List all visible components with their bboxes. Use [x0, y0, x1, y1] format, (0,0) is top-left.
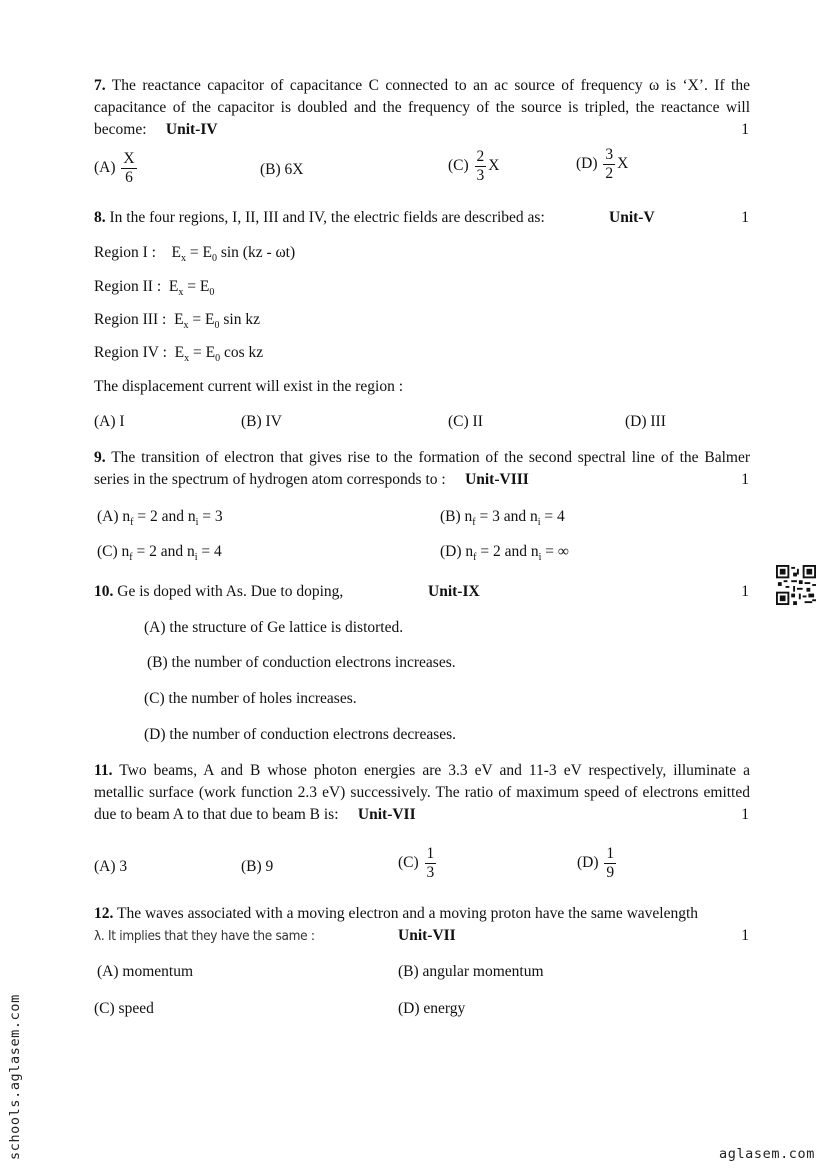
question-text: Two beams, A and B whose photon energies are 3.3 eV and 11-3 eV respectively, illuminate a metallic surface (work function 2.3 eV) successively. The ratio of maximum speed of electrons emitted due to beam A to that due to beam B is:	[94, 762, 750, 823]
fraction: $\frac{1}{9}$	[606, 845, 615, 881]
question-8	[94, 207, 545, 229]
question-number: 7.	[94, 77, 106, 94]
option-d: (D) $n_f = 2$ and $n_i$ = ∞	[440, 543, 569, 564]
fraction: $\frac{3}{2}$	[605, 146, 614, 182]
option-d: (D) $\frac{1}{9}$	[577, 845, 615, 881]
unit-label: Unit-IX	[428, 583, 480, 600]
option-c: (C) the number of holes increases.	[144, 690, 357, 707]
question-7	[94, 75, 750, 141]
region-1: Region I : $E_x = E_0$ sin (kz - ωt)	[94, 244, 296, 265]
option-c: (C) II	[448, 413, 483, 430]
option-b: (B) $n_f = 3$ and $n_i = 4$	[440, 508, 565, 529]
marks: 1	[741, 121, 749, 138]
option-d: (D) energy	[398, 1000, 466, 1017]
option-a: (A) 3	[94, 858, 128, 875]
option-a: (A) $n_f = 2$ and $n_i = 3$	[97, 508, 223, 529]
fraction: $\frac{2}{3}$	[476, 148, 485, 184]
question-text: The transition of electron that gives rise to the formation of the second spectral line of the Balmer series in the spectrum of hydrogen atom corresponds to :	[94, 449, 750, 488]
option-b: (B) 9	[241, 858, 274, 875]
question-number: 8.	[94, 209, 106, 226]
unit-label: Unit-V	[609, 209, 655, 226]
question-10	[94, 581, 343, 603]
option-d: (D) III	[625, 413, 666, 430]
footer-watermark: aglasem.com	[718, 1146, 815, 1162]
question-prompt: The displacement current will exist in the region :	[94, 378, 404, 395]
question-text: The reactance capacitor of capacitance C connected to an ac source of frequency ω is ‘X’. If the capacitance of the capacitor is doubled and the frequency of the source is tripled, the reactance will become:	[94, 77, 750, 138]
fraction: $\frac{1}{3}$	[426, 845, 435, 881]
marks: 1	[741, 806, 749, 823]
option-a: (A) momentum	[97, 963, 193, 980]
option-a: (A) the structure of Ge lattice is distorted.	[144, 619, 404, 636]
option-c: (C) speed	[94, 1000, 154, 1017]
region-4: Region IV : $E_x = E_0$ cos kz	[94, 344, 264, 365]
option-b: (B) IV	[241, 413, 282, 430]
marks: 1	[741, 927, 749, 944]
option-c: (C) $\frac{1}{3}$	[398, 845, 435, 881]
option-c: (C) $n_f = 2$ and $n_i = 4$	[97, 543, 222, 564]
unit-label: Unit-VII	[357, 806, 416, 823]
question-11	[94, 760, 750, 826]
unit-label: Unit-VII	[398, 927, 456, 944]
question-number: 12.	[94, 905, 114, 922]
option-d: (D) $\frac{3}{2}$ X	[576, 146, 629, 182]
unit-label: Unit-IV	[165, 121, 218, 138]
region-2: Region II : $E_x = E_0$	[94, 278, 215, 299]
question-number: 11.	[94, 762, 113, 779]
question-9	[94, 447, 750, 491]
fraction: $\frac{X}{6}$	[123, 150, 135, 186]
question-12	[94, 903, 750, 925]
question-text-line2: λ. It implies that they have the same :	[94, 928, 315, 944]
unit-label: Unit-VIII	[465, 471, 529, 488]
marks: 1	[741, 209, 749, 226]
question-number: 10.	[94, 583, 114, 600]
question-text: The waves associated with a moving electron and a moving proton have the same wavelength	[116, 905, 699, 922]
option-d: (D) the number of conduction electrons decreases.	[144, 726, 457, 743]
qr-code-icon	[776, 565, 816, 605]
option-a: (A) $\frac{X}{6}$	[94, 150, 135, 186]
region-3: Region III : $E_x = E_0$ sin kz	[94, 311, 260, 332]
option-c: (C) $\frac{2}{3}$ X	[448, 148, 500, 184]
option-b: (B) the number of conduction electrons increases.	[147, 654, 456, 671]
question-text: Ge is doped with As. Due to doping,	[117, 583, 344, 600]
option-b: (B) angular momentum	[398, 963, 544, 980]
marks: 1	[741, 583, 749, 600]
marks: 1	[741, 471, 749, 488]
question-number: 9.	[94, 449, 106, 466]
question-text: In the four regions, I, II, III and IV, the electric fields are described as:	[109, 209, 545, 226]
option-b: (B) 6X	[260, 161, 304, 178]
side-watermark: schools.aglasem.com	[7, 994, 23, 1160]
option-a: (A) I	[94, 413, 125, 430]
